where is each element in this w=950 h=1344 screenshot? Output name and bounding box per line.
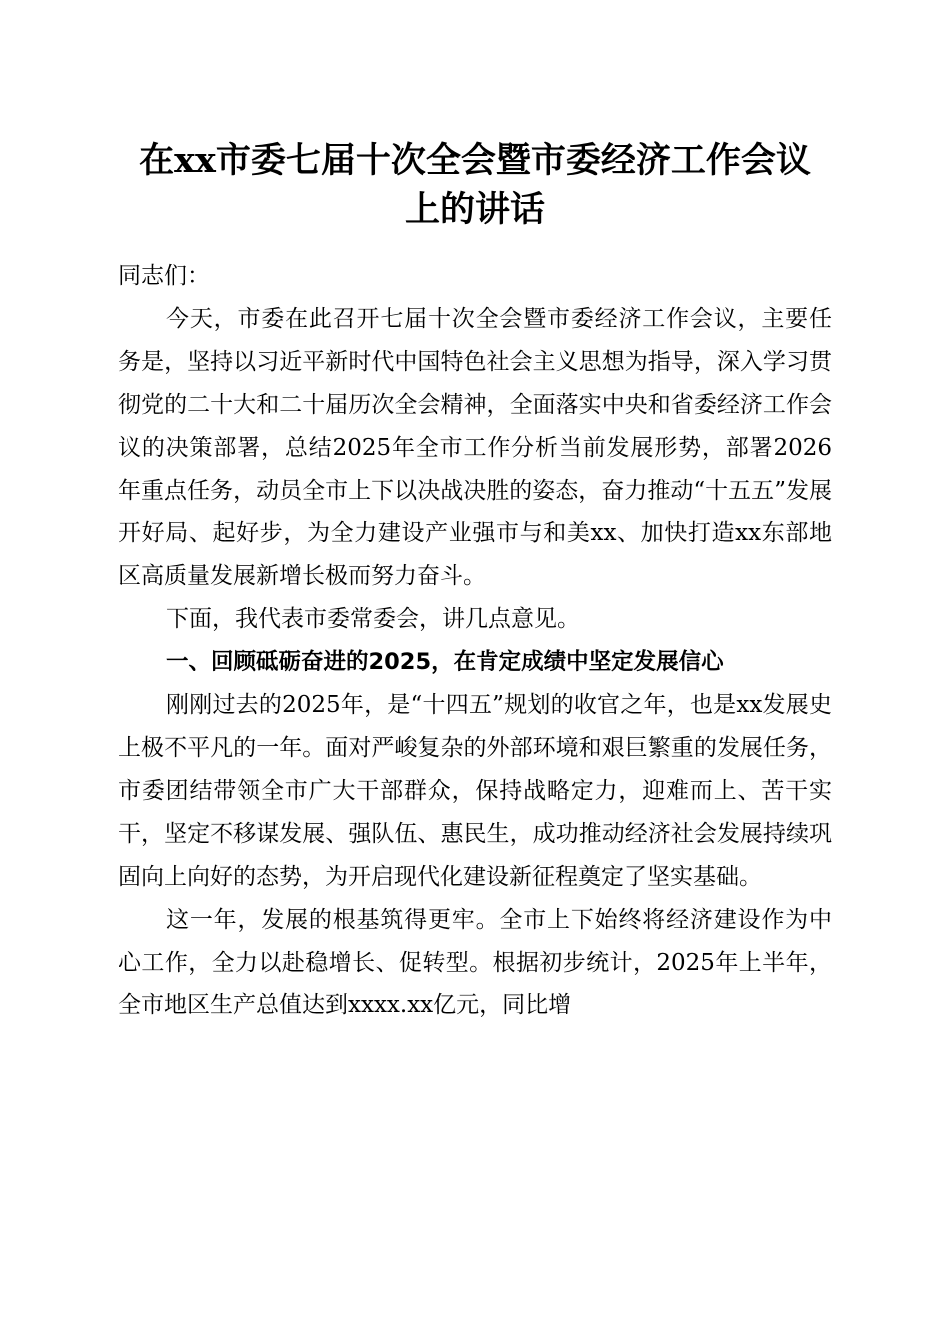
greeting: 同志们： [118, 263, 210, 289]
paragraph-opinions: 下面，我代表市委常委会，讲几点意见。 [166, 606, 580, 633]
section-heading-1: 一、回顾砥砺奋进的2025，在肯定成绩中坚定发展信心 [166, 649, 724, 676]
paragraph-foundation: 这一年，发展的根基筑得更牢。全市上下始终将经济建设作为中心工作，全力以赴稳增长、促转型。根据初步统计，2025年上半年，全市地区生产总值达到xxxx.xx亿元，同比增 [118, 906, 832, 1019]
document-body [118, 255, 832, 1027]
title-line-2: 上的讲话 [404, 189, 545, 230]
title-line-1: 在xx市委七届十次全会暨市委经济工作会议 [139, 140, 811, 181]
paragraph-intro: 今天，市委在此召开七届十次全会暨市委经济工作会议，主要任务是，坚持以习近平新时代中国特色社会主义思想为指导，深入学习贯彻党的二十大和二十届历次全会精神，全面落实中央和省委经济工作会议的决策部署，总结2025年全市工作分析当前发展形势，部署2026年重点任务，动员全市上下以决战决胜的姿态，奋力推动“十五五”发展开好局、起好步，为全力建设产业强市与和美xx、加快打造xx东部地区高质量发展新增长极而努力奋斗。 [118, 305, 832, 590]
document-title [118, 136, 832, 234]
paragraph-review: 刚刚过去的2025年，是“十四五”规划的收官之年，也是xx发展史上极不平凡的一年。面对严峻复杂的外部环境和艰巨繁重的发展任务，市委团结带领全市广大干部群众，保持战略定力，迎难而上、苦干实干，坚定不移谋发展、强队伍、惠民生，成功推动经济社会发展持续巩固向上向好的态势，为开启现代化建设新征程奠定了坚实基础。 [118, 692, 832, 890]
